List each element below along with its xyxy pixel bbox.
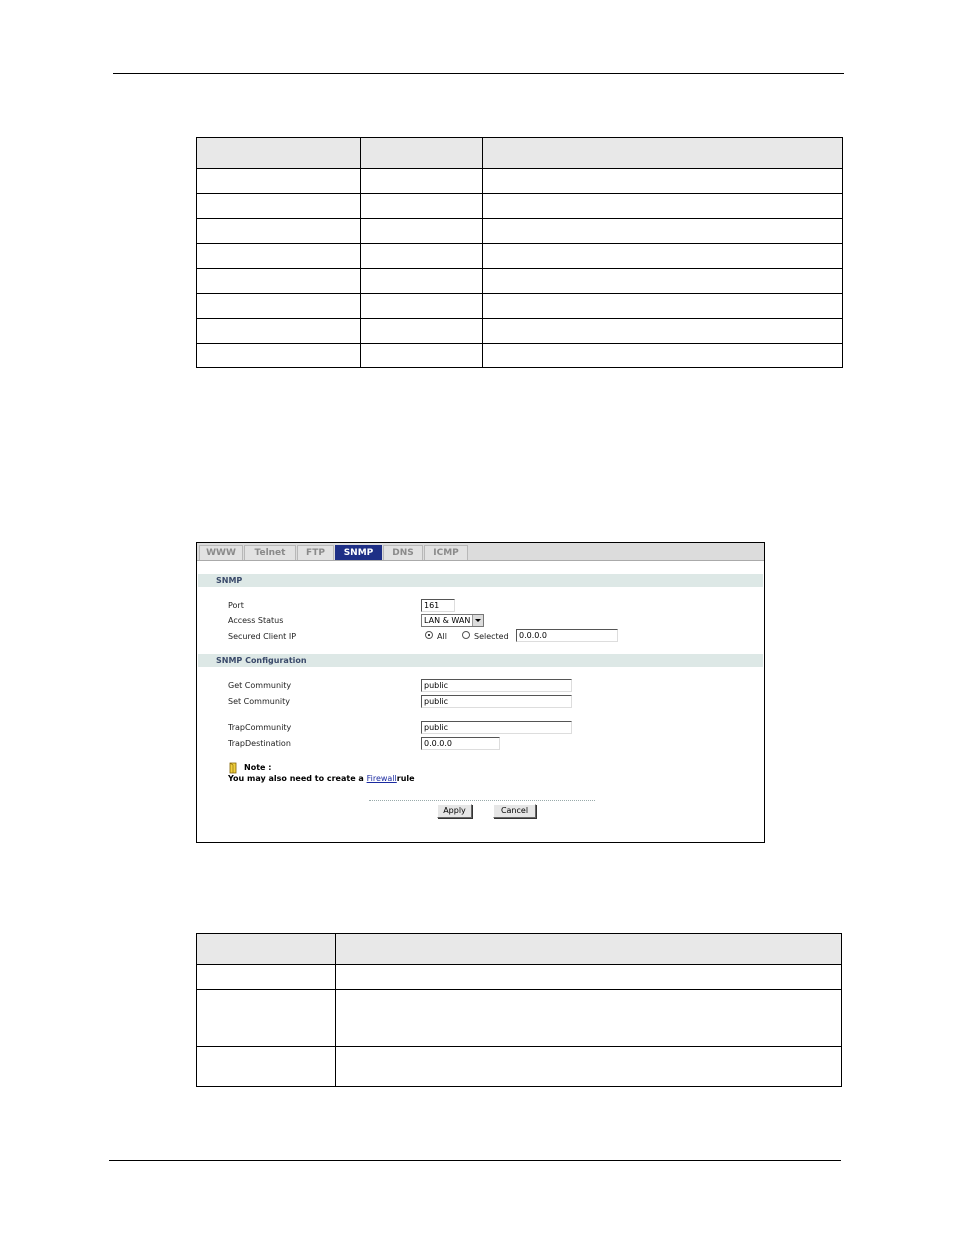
secured-client-ip-input[interactable]: 0.0.0.0	[516, 629, 618, 642]
table-row	[197, 244, 843, 269]
top-table	[196, 137, 843, 368]
tab-telnet[interactable]: Telnet	[244, 545, 296, 560]
trap-destination-label: TrapDestination	[228, 739, 291, 748]
tab-snmp[interactable]: SNMP	[335, 545, 382, 560]
tab-dns[interactable]: DNS	[383, 545, 423, 560]
get-community-label: Get Community	[228, 681, 292, 690]
table-row	[197, 194, 843, 219]
chevron-down-icon[interactable]	[472, 615, 483, 626]
table-row	[197, 344, 843, 368]
table-row	[197, 169, 843, 194]
note-text	[228, 773, 415, 785]
tab-ftp[interactable]: FTP	[297, 545, 334, 560]
header-rule	[113, 73, 844, 74]
selected-radio-label: Selected	[474, 632, 509, 641]
footer-rule	[109, 1160, 841, 1161]
access-status-value: LAN & WAN	[424, 616, 471, 625]
cancel-button[interactable]: Cancel	[493, 804, 536, 818]
table-header-row	[197, 934, 842, 965]
table-row	[197, 965, 842, 990]
access-status-select[interactable]	[421, 614, 484, 627]
note-text-before: You may also need to create a	[228, 774, 367, 783]
snmp-config-section-header: SNMP Configuration	[198, 654, 763, 667]
note-title: Note :	[244, 763, 272, 772]
port-label: Port	[228, 601, 244, 610]
all-radio-label: All	[437, 632, 447, 641]
table-header-row	[197, 138, 843, 169]
all-radio[interactable]	[425, 631, 433, 639]
firewall-link[interactable]: Firewall	[366, 774, 397, 783]
set-community-label: Set Community	[228, 697, 290, 706]
trap-community-input[interactable]: public	[421, 721, 572, 734]
bottom-table	[196, 933, 842, 1087]
tab-icmp[interactable]: ICMP	[424, 545, 468, 560]
port-input[interactable]: 161	[421, 599, 455, 612]
table-row	[197, 990, 842, 1047]
trap-destination-input[interactable]: 0.0.0.0	[421, 737, 500, 750]
apply-button[interactable]: Apply	[437, 804, 472, 818]
table-row	[197, 269, 843, 294]
snmp-screen	[196, 542, 765, 843]
note-text-after: rule	[396, 774, 415, 783]
button-divider	[369, 800, 595, 801]
trap-community-label: TrapCommunity	[228, 723, 292, 732]
tab-www[interactable]: WWW	[199, 545, 243, 560]
access-status-label: Access Status	[228, 616, 284, 625]
selected-radio[interactable]	[462, 631, 470, 639]
table-row	[197, 219, 843, 244]
secured-client-ip-label: Secured Client IP	[228, 632, 297, 641]
tab-bar	[197, 543, 764, 561]
get-community-input[interactable]: public	[421, 679, 572, 692]
table-row	[197, 1047, 842, 1087]
set-community-input[interactable]: public	[421, 695, 572, 708]
table-row	[197, 294, 843, 319]
snmp-section-header: SNMP	[198, 574, 763, 587]
table-row	[197, 319, 843, 344]
